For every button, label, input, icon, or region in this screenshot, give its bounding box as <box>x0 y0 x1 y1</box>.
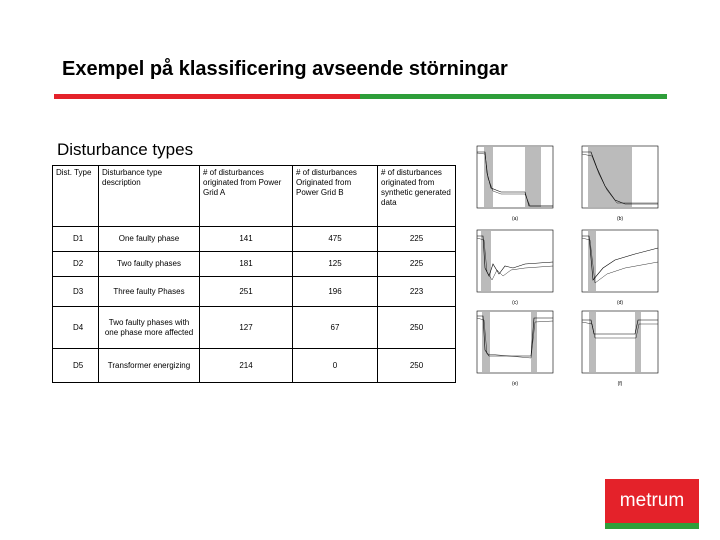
plot-b-caption: (b) <box>616 216 624 222</box>
cell-synthetic: 250 <box>378 349 456 383</box>
table-header-row <box>53 166 456 227</box>
section-subtitle: Disturbance types <box>57 140 194 159</box>
header-dist-type: Dist. Type <box>53 166 99 227</box>
cell-grid-a: 251 <box>200 277 293 307</box>
slide-title: Exempel på klassificering avseende störningar <box>62 58 508 80</box>
header-grid-a: # of disturbances originated from Power Grid A <box>200 166 293 227</box>
cell-grid-b: 196 <box>293 277 378 307</box>
cell-grid-a: 214 <box>200 349 293 383</box>
cell-grid-a: 127 <box>200 307 293 349</box>
logo-text: metrum <box>619 490 685 511</box>
cell-description: Two faulty phases <box>99 252 200 277</box>
plot-e-caption: (e) <box>511 381 519 387</box>
plot-f-caption: (f) <box>617 381 623 387</box>
cell-grid-a: 141 <box>200 227 293 252</box>
cell-grid-b: 475 <box>293 227 378 252</box>
header-grid-b: # of disturbances Originated from Power Grid B <box>293 166 378 227</box>
table-row <box>53 307 456 349</box>
cell-description: One faulty phase <box>99 227 200 252</box>
disturbance-table <box>52 165 456 383</box>
cell-synthetic: 225 <box>378 252 456 277</box>
cell-description: Transformer energizing <box>99 349 200 383</box>
cell-grid-b: 0 <box>293 349 378 383</box>
plot-a-caption: (a) <box>511 216 519 222</box>
plot-d-caption: (d) <box>616 300 624 306</box>
cell-type: D4 <box>53 307 99 349</box>
cell-synthetic: 223 <box>378 277 456 307</box>
table-row <box>53 227 456 252</box>
cell-grid-b: 125 <box>293 252 378 277</box>
cell-synthetic: 250 <box>378 307 456 349</box>
cell-type: D3 <box>53 277 99 307</box>
title-underline-green <box>360 94 667 99</box>
cell-description: Three faulty Phases <box>99 277 200 307</box>
table-row <box>53 349 456 383</box>
metrum-logo <box>605 479 699 523</box>
plot-c-caption: (c) <box>512 300 518 306</box>
logo-green-strip <box>605 523 699 529</box>
cell-description: Two faulty phases with one phase more affected <box>99 307 200 349</box>
cell-type: D5 <box>53 349 99 383</box>
cell-type: D1 <box>53 227 99 252</box>
table-row <box>53 277 456 307</box>
title-underline-red <box>54 94 360 99</box>
cell-grid-b: 67 <box>293 307 378 349</box>
cell-grid-a: 181 <box>200 252 293 277</box>
cell-type: D2 <box>53 252 99 277</box>
cell-synthetic: 225 <box>378 227 456 252</box>
header-synthetic: # of disturbances originated from synthetic generated data <box>378 166 456 227</box>
disturbance-waveform-plots <box>455 118 660 403</box>
header-description: Disturbance type description <box>99 166 200 227</box>
table-row <box>53 252 456 277</box>
